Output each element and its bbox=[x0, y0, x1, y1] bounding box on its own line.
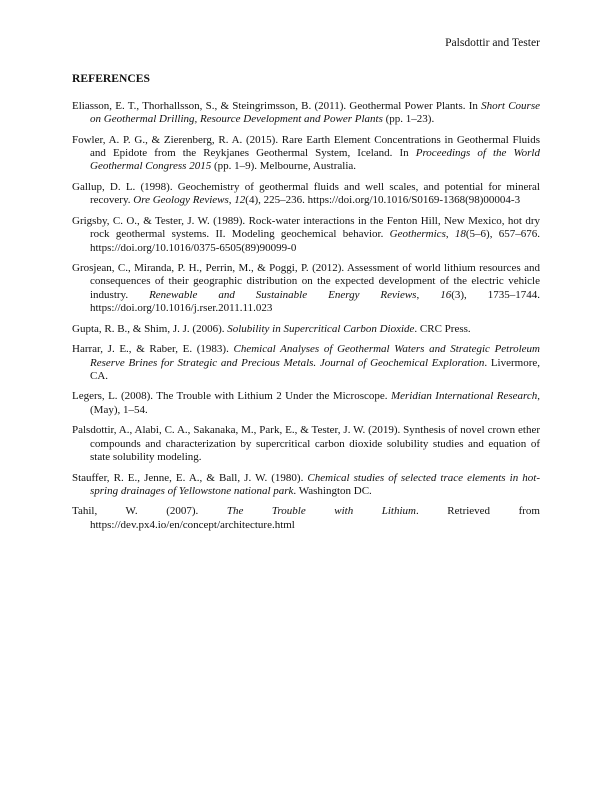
reference-list bbox=[72, 100, 540, 539]
reference-entry bbox=[72, 424, 540, 464]
running-head: Palsdottir and Tester bbox=[445, 36, 540, 49]
reference-text: , bbox=[445, 228, 455, 241]
reference-text: Grigsby, C. O., & Tester, J. W. (1989). Rock-water interactions in the Fenton Hill, New Mexico, hot dry rock geothermal systems. II. Modeling geochemical behavior. bbox=[72, 214, 540, 241]
reference-italic-text: Ore Geology Reviews bbox=[133, 194, 229, 207]
reference-text: Stauffer, R. E., Jenne, E. A., & Ball, J. W. (1980). bbox=[72, 471, 308, 484]
reference-entry bbox=[72, 390, 540, 417]
reference-italic-text: Meridian International Research bbox=[390, 390, 538, 403]
reference-italic-text: Chemical studies of selected trace elements in hot-spring drainages of Yellowstone national park bbox=[90, 471, 540, 497]
reference-text: , bbox=[228, 194, 235, 207]
reference-italic-text: Chemical Analyses of Geothermal Waters and Strategic Petroleum Reserve Brines for Strategic and Precious Metals. Journal of Geochemical Exploration bbox=[90, 343, 540, 369]
reference-text: (3), 1735–1744. https://doi.org/10.1016/j.rser.2011.11.023 bbox=[90, 288, 541, 315]
reference-text: . Livermore, CA. bbox=[90, 356, 540, 382]
reference-text: (pp. 1–9). Melbourne, Australia. bbox=[211, 160, 357, 173]
reference-text: . Washington DC. bbox=[293, 484, 372, 497]
reference-entry bbox=[72, 323, 540, 336]
reference-text: Eliasson, E. T., Thorhallsson, S., & Steingrimsson, B. (2011). Geothermal Power Plants. In bbox=[72, 100, 482, 112]
reference-italic-text: 18 bbox=[454, 228, 466, 241]
reference-entry bbox=[72, 472, 540, 499]
reference-text: . CRC Press. bbox=[414, 322, 471, 335]
reference-text: Gallup, D. L. (1998). Geochemistry of geothermal fluids and well scales, and potential for mineral recovery. bbox=[72, 181, 540, 207]
reference-text: Tahil, W. (2007). bbox=[72, 505, 227, 518]
reference-italic-text: 12 bbox=[234, 194, 246, 207]
reference-text: Gupta, R. B., & Shim, J. J. (2006). bbox=[72, 322, 228, 335]
reference-text: , (May), 1–54. bbox=[90, 390, 541, 416]
reference-italic-text: Proceedings of the World Geothermal Congress 2015 bbox=[90, 147, 540, 173]
reference-text: (pp. 1–23). bbox=[382, 113, 435, 126]
reference-italic-text: Renewable and Sustainable Energy Reviews bbox=[149, 288, 417, 301]
reference-text: Fowler, A. P. G., & Zierenberg, R. A. (2015). Rare Earth Element Concentrations in Geothermal Fluids and Epidote from the Reykjanes Geothermal System, Iceland. In bbox=[72, 133, 540, 160]
reference-entry bbox=[72, 100, 540, 127]
reference-entry bbox=[72, 343, 540, 383]
reference-text: Grosjean, C., Miranda, P. H., Perrin, M., & Poggi, P. (2012). Assessment of world lithium resources and consequences of their geographic distribution on the expected development of the electric vehicle industry. bbox=[72, 262, 540, 301]
reference-italic-text: Solubility in Supercritical Carbon Dioxide bbox=[227, 322, 415, 335]
reference-text: Legers, L. (2008). The Trouble with Lithium 2 Under the Microscope. bbox=[72, 390, 391, 403]
reference-italic-text: 16 bbox=[440, 288, 452, 301]
reference-italic-text: Geothermics bbox=[389, 228, 446, 241]
reference-entry bbox=[72, 505, 540, 532]
reference-text: Palsdottir, A., Alabi, C. A., Sakanaka, M., Park, E., & Tester, J. W. (2019). Synthesis of novel crown ether compounds and characterization by supercritical carbon dioxide solubility studies and equation of state solubility modeling. bbox=[72, 424, 540, 463]
reference-entry bbox=[72, 134, 540, 174]
reference-text: Harrar, J. E., & Raber, E. (1983). bbox=[72, 343, 234, 356]
reference-text: (4), 225–236. https://doi.org/10.1016/S0169-1368(98)00004-3 bbox=[245, 194, 521, 207]
section-title: REFERENCES bbox=[72, 72, 150, 85]
reference-entry bbox=[72, 215, 540, 255]
reference-italic-text: The Trouble with Lithium bbox=[226, 505, 416, 518]
reference-text: , bbox=[416, 288, 441, 301]
reference-entry bbox=[72, 181, 540, 208]
reference-entry bbox=[72, 262, 540, 315]
reference-italic-text: Short Course on Geothermal Drilling, Resource Development and Power Plants bbox=[90, 100, 540, 126]
reference-text: (5–6), 657–676. https://doi.org/10.1016/0375-6505(89)90099-0 bbox=[90, 228, 540, 254]
reference-text: . Retrieved from https://dev.px4.io/en/concept/architecture.html bbox=[90, 505, 540, 531]
